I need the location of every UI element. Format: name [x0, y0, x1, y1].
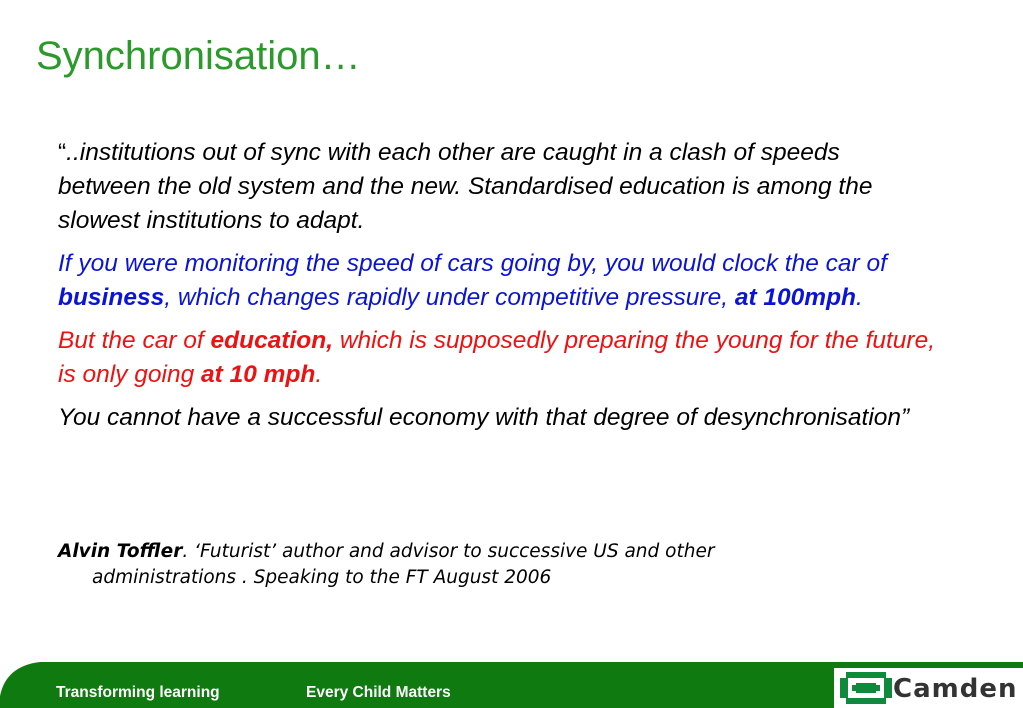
quote-paragraph-4: You cannot have a successful economy with that degree of desynchronisation” — [58, 404, 910, 431]
attribution-line-2: administrations . Speaking to the FT August 2006 — [92, 567, 552, 588]
quote-paragraph-1 — [58, 136, 938, 238]
quote-p2-period: . — [856, 284, 863, 311]
slide-title: Synchronisation… — [36, 34, 361, 78]
quote-p2-text-a: If you were monitoring the speed of cars going by, you would clock the car of — [58, 250, 887, 277]
camden-logo-text: Camden — [893, 674, 1018, 704]
quote-p2-text-c: , which changes rapidly under competitive pressure, — [164, 284, 735, 311]
quote-paragraph-3 — [58, 324, 938, 392]
quote-p2-business: business — [58, 284, 165, 311]
attribution-line-1: . ‘Futurist’ author and advisor to successive US and other — [182, 541, 715, 562]
footer-left-text: Transforming learning — [56, 684, 220, 701]
quote-p3-text-a: But the car of — [58, 327, 211, 354]
quote-paragraph-2 — [58, 247, 938, 315]
quote-p3-text-c: which is supposedly preparing the young for the future, is only going — [58, 327, 936, 388]
quote-p3-education: education, — [210, 327, 334, 354]
camden-logo-mark-icon — [838, 670, 894, 706]
quote-p3-period: . — [315, 361, 323, 388]
footer-right-text: Every Child Matters — [306, 684, 451, 701]
attribution — [58, 539, 958, 591]
quote-p2-speed: at 100mph — [734, 284, 857, 311]
quote-block — [58, 136, 938, 444]
quote-paragraph-1-text: ..institutions out of sync with each other are caught in a clash of speeds between the old system and the new. Standardised education is among the slowest institutions to adapt. — [58, 139, 873, 234]
open-quote-mark: “ — [58, 139, 67, 166]
author-name: Alvin Toffler — [58, 541, 183, 562]
quote-p3-speed: at 10 mph — [201, 361, 316, 388]
